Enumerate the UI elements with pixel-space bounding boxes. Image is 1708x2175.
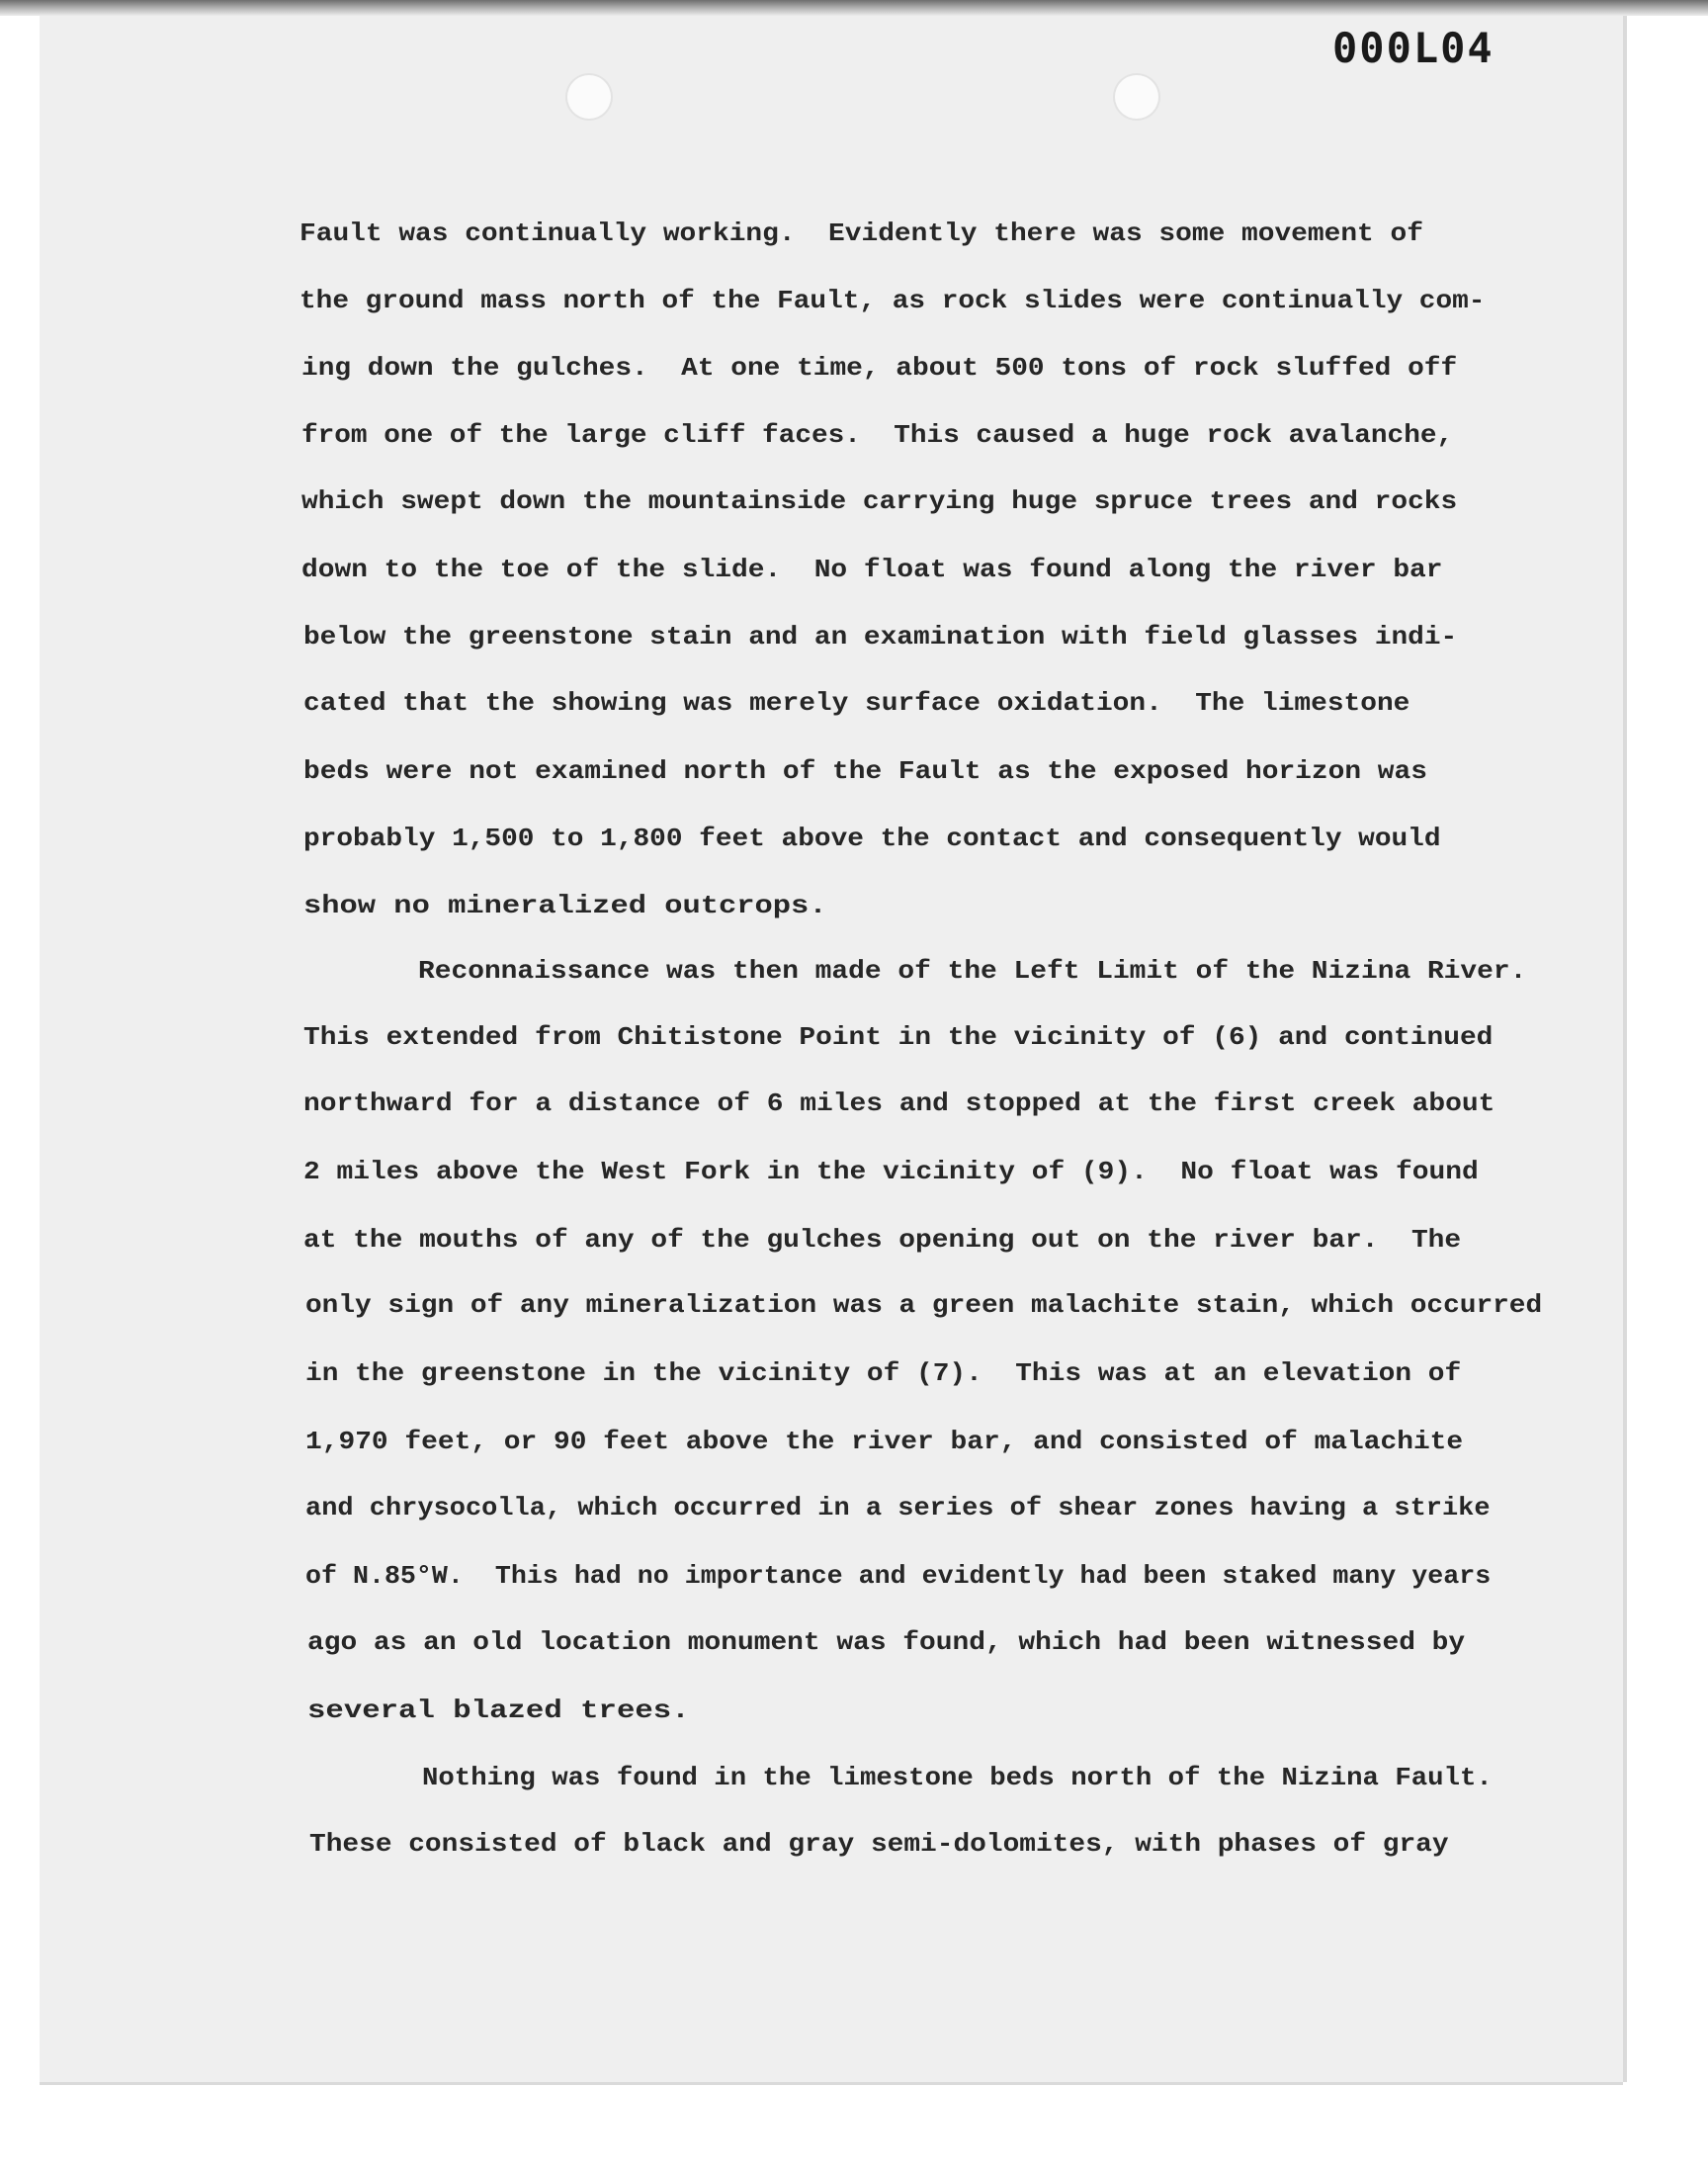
text-line: 1,970 feet, or 90 feet above the river bar, and consisted of malachite — [305, 1427, 1464, 1456]
text-line: below the greenstone stain and an examination with field glasses indi- — [303, 622, 1458, 652]
text-line: 2 miles above the West Fork in the vicinity of (9). No float was found — [303, 1157, 1479, 1186]
text-line: beds were not examined north of the Fault as the exposed horizon was — [303, 756, 1427, 786]
text-line: cated that the showing was merely surface oxidation. The limestone — [303, 688, 1410, 718]
text-line: in the greenstone in the vicinity of (7). This was at an elevation of — [305, 1358, 1462, 1388]
text-line: of N.85°W. This had no importance and evidently had been staked many years — [305, 1561, 1492, 1591]
text-line: at the mouths of any of the gulches opening out on the river bar. The — [303, 1225, 1462, 1255]
text-line: This extended from Chitistone Point in the vicinity of (6) and continued — [303, 1022, 1494, 1052]
text-line: Nothing was found in the limestone beds north of the Nizina Fault. — [422, 1763, 1493, 1792]
punch-hole-right — [1115, 75, 1158, 119]
text-line: down to the toe of the slide. No float was found along the river bar — [301, 555, 1443, 584]
page-number: 000L04 — [1332, 24, 1494, 72]
text-line: ing down the gulches. At one time, about 500 tons of rock sluffed off — [301, 353, 1458, 383]
text-line: These consisted of black and gray semi-dolomites, with phases of gray — [309, 1829, 1449, 1859]
text-line: ago as an old location monument was found, which had been witnessed by — [307, 1627, 1466, 1657]
text-line: Fault was continually working. Evidently there was some movement of — [299, 218, 1423, 248]
text-line: only sign of any mineralization was a green malachite stain, which occurred — [305, 1290, 1543, 1320]
scanner-top-edge — [0, 0, 1708, 16]
text-line: several blazed trees. — [307, 1696, 690, 1725]
text-line: Reconnaissance was then made of the Left Limit of the Nizina River. — [418, 956, 1527, 986]
text-line: the ground mass north of the Fault, as rock slides were continually com- — [299, 286, 1486, 315]
text-line: from one of the large cliff faces. This caused a huge rock avalanche, — [301, 420, 1454, 450]
text-line: probably 1,500 to 1,800 feet above the contact and consequently would — [303, 824, 1441, 853]
text-line: northward for a distance of 6 miles and stopped at the first creek about — [303, 1088, 1495, 1118]
text-line: which swept down the mountainside carrying huge spruce trees and rocks — [301, 486, 1458, 516]
text-line: show no mineralized outcrops. — [303, 891, 827, 920]
text-line: and chrysocolla, which occurred in a series of shear zones having a strike — [305, 1493, 1491, 1522]
punch-hole-left — [567, 75, 611, 119]
